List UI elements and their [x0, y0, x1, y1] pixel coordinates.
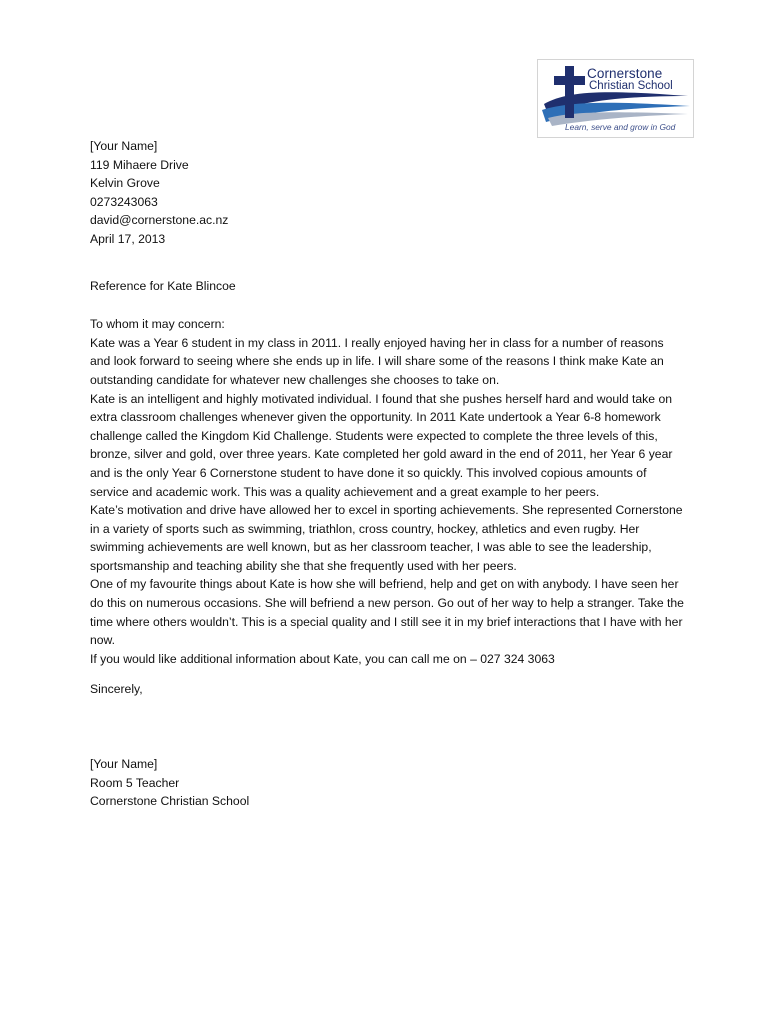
school-logo — [537, 59, 694, 138]
subject-line: Reference for Kate Blincoe — [90, 278, 236, 293]
paragraph-1: Kate was a Year 6 student in my class in 2011. I really enjoyed having her in class for a number of reasons and look forward to seeing where she ends up in life. I will share some of the reasons I think make Kate an outstanding candidate for whatever new challenges she chooses to take on. — [90, 335, 664, 387]
closing: Sincerely, — [90, 682, 143, 697]
paragraph-3: Kate’s motivation and drive have allowed her to excel in sporting achievements. She represented Cornerstone in a variety of sports such as swimming, triathlon, cross country, hockey, athletics and even rugby. Her swimming achievements are well known, but as her classroom teacher, I was able to see the leadership, sportsmanship and teaching ability she that she frequently used with her peers. — [90, 503, 683, 573]
letter-body — [90, 137, 685, 811]
sender-phone: 0273243063 — [90, 194, 158, 209]
signature-school: Cornerstone Christian School — [90, 794, 250, 809]
paragraph-4: One of my favourite things about Kate is how she will befriend, help and get on with anybody. I have seen her do this on numerous occasions. She will befriend a new person. Go out of her way to help a stranger. Take the time where others wouldn’t. This is a special quality and I still see it in my brief interactions that I have with her now. — [90, 577, 684, 648]
logo-name-line2: Christian School — [589, 80, 673, 92]
signature-block — [90, 755, 685, 811]
sender-name: [Your Name] — [90, 139, 158, 153]
paragraph-5: If you would like additional information about Kate, you can call me on – 027 324 3063 — [90, 651, 555, 666]
sender-address — [90, 137, 685, 249]
sender-street: 119 Mihaere Drive — [90, 157, 189, 172]
letter-date: April 17, 2013 — [90, 231, 166, 246]
sender-email: david@cornerstone.ac.nz — [90, 213, 229, 228]
logo-name-line1: Cornerstone — [587, 66, 663, 81]
salutation: To whom it may concern: — [90, 317, 225, 332]
sender-suburb: Kelvin Grove — [90, 176, 160, 191]
signature-title: Room 5 Teacher — [90, 775, 180, 790]
paragraph-2: Kate is an intelligent and highly motivated individual. I found that she pushes herself hard and would take on extra classroom challenges whenever given the opportunity. In 2011 Kate undertook a Year 6-8 homework challenge called the Kingdom Kid Challenge. Students were expected to complete the three levels of this, bronze, silver and gold, over three years. Kate completed her gold award in the end of 2011, her Year 6 year and is the only Year 6 Cornerstone student to have done it so quickly. This involved copious amounts of service and academic work. This was a quality achievement and a great example to her peers. — [90, 391, 673, 499]
signature-name: [Your Name] — [90, 757, 158, 772]
logo-tagline: Learn, serve and grow in God — [565, 122, 676, 132]
